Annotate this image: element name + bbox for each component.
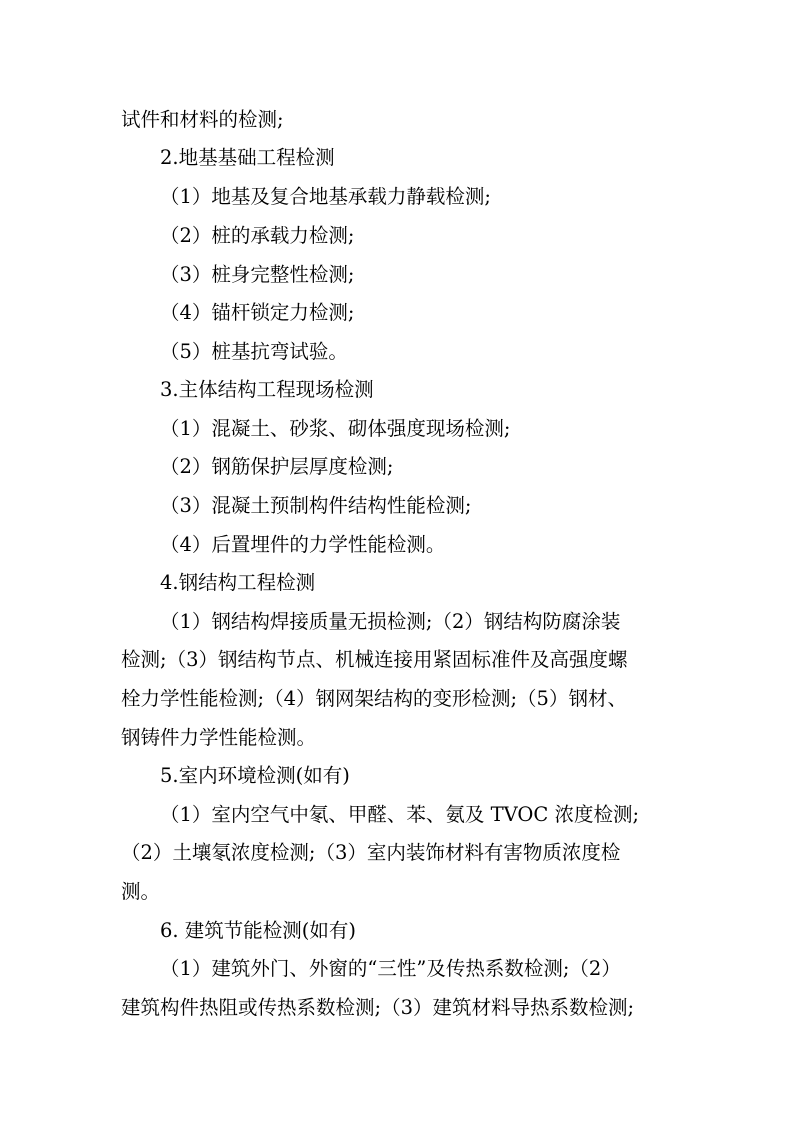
list-item: （3）桩身完整性检测; [160,263,355,286]
paragraph-line: 建筑构件热阻或传热系数检测;（3）建筑材料导热系数检测; [121,996,635,1019]
paragraph-line: （1）建筑外门、外窗的“三性”及传热系数检测;（2） [160,957,621,980]
list-item: （4）后置埋件的力学性能检测。 [160,533,446,556]
paragraph-line: （1）室内空气中氡、甲醛、苯、氨及 TVOC 浓度检测; [160,803,640,826]
paragraph-line: （1）钢结构焊接质量无损检测;（2）钢结构防腐涂装 [160,610,621,633]
paragraph-line: 钢铸件力学性能检测。 [121,726,317,749]
paragraph-line: 检测;（3）钢结构节点、机械连接用紧固标准件及高强度螺 [121,648,628,671]
text-line: 试件和材料的检测; [121,108,284,131]
list-item: （2）钢筋保护层厚度检测; [160,455,394,478]
list-item: （4）锚杆锁定力检测; [160,301,355,324]
section-heading: 5.室内环境检测(如有) [160,764,350,787]
section-heading: 4.钢结构工程检测 [160,571,316,594]
list-item: （2）桩的承载力检测; [160,224,355,247]
list-item: （5）桩基抗弯试验。 [160,340,348,363]
paragraph-line: 栓力学性能检测;（4）钢网架结构的变形检测;（5）钢材、 [121,687,627,710]
section-heading: 6. 建筑节能检测(如有) [160,919,357,942]
section-heading: 2.地基基础工程检测 [160,146,335,169]
list-item: （3）混凝土预制构件结构性能检测; [160,494,472,517]
list-item: （1）地基及复合地基承载力静载检测; [160,185,491,208]
list-item: （1）混凝土、砂浆、砌体强度现场检测; [160,417,511,440]
paragraph-line: 测。 [121,880,161,903]
paragraph-line: （2）土壤氡浓度检测;（3）室内装饰材料有害物质浓度检 [121,841,621,864]
section-heading: 3.主体结构工程现场检测 [160,378,374,401]
